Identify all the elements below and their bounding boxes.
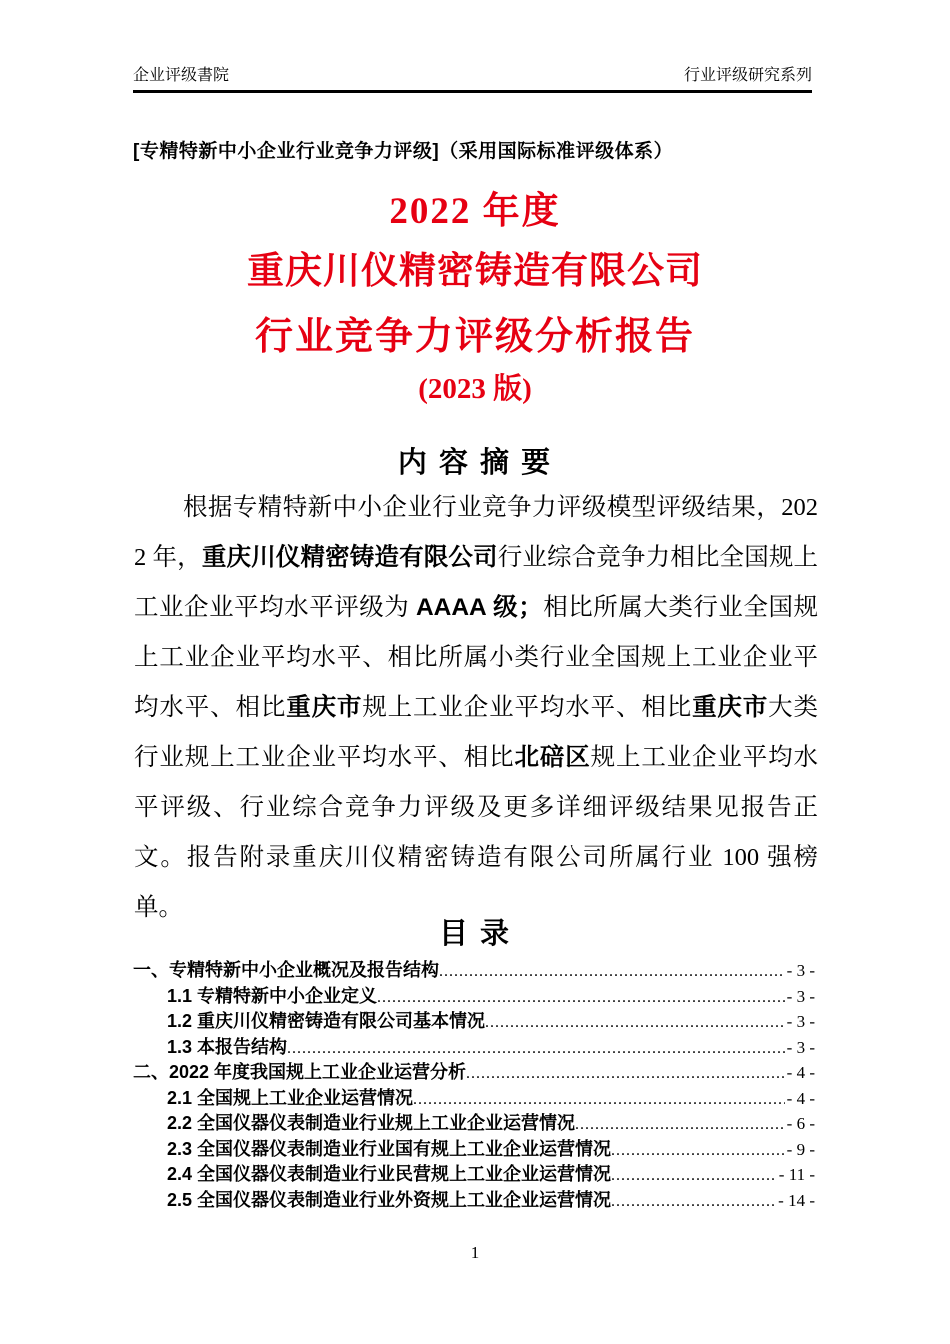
toc-item-page: - 3 -	[786, 1037, 815, 1057]
toc-leader-dots	[611, 1142, 785, 1160]
title-report: 行业竞争力评级分析报告	[254, 316, 695, 358]
toc-item-label: 一、专精特新中小企业概况及报告结构	[133, 960, 439, 980]
toc-item-label: 二、2022 年度我国规上工业企业运营分析	[133, 1062, 467, 1082]
toc-item	[133, 956, 815, 982]
toc-list	[133, 956, 815, 1211]
toc-item-page: - 3 -	[786, 986, 815, 1006]
toc-item-label: 2.4 全国仪器仪表制造业行业民营规上工业企业运营情况	[167, 1164, 612, 1184]
toc-leader-dots	[466, 1065, 785, 1083]
toc-leader-dots	[611, 1167, 777, 1185]
toc-item-page: - 4 -	[786, 1088, 815, 1108]
toc-item-page: - 9 -	[786, 1139, 815, 1159]
toc-item	[133, 1109, 815, 1135]
toc-item-page: - 3 -	[786, 1012, 815, 1031]
summary-run-bold: 北碚区	[514, 744, 591, 771]
toc-leader-dots	[485, 1014, 785, 1032]
toc-item	[133, 982, 815, 1008]
footer-page-number: 1	[470, 1243, 480, 1262]
toc-leader-dots	[575, 1116, 785, 1134]
toc-item	[133, 1084, 815, 1110]
toc-item	[133, 1007, 815, 1033]
toc-item-label: 1.1 专精特新中小企业定义	[167, 985, 378, 1006]
toc-heading: 目 录	[438, 918, 512, 950]
summary-run-bold: 重庆市	[692, 694, 769, 721]
title-year: 2022 年度	[389, 191, 561, 232]
series-line: [专精特新中小企业行业竞争力评级]（采用国际标准评级体系）	[133, 141, 674, 162]
toc-item-label: 2.1 全国规上工业企业运营情况	[167, 1087, 414, 1108]
summary-run-bold: 重庆川仪精密铸造有限公司	[201, 544, 498, 571]
toc-item-page: - 14 -	[778, 1190, 815, 1210]
summary-run: 相比所属大类行业全国规上工业企业平均水平、相比所属小类行业全国规上工业企业平均水平、相比	[134, 594, 819, 721]
toc-item	[133, 1160, 815, 1186]
toc-item-page: - 6 -	[786, 1114, 815, 1133]
page-header	[133, 62, 812, 93]
summary-run: 规上工业企业平均水平评级、行业综合竞争力评级及更多详细评级结果见报告正文。报告附录重庆川仪精密铸造有限公司所属行业 100 强榜单。	[134, 744, 819, 921]
toc-item-page: - 11 -	[778, 1165, 815, 1184]
toc-item	[133, 1058, 815, 1084]
toc-item-label: 2.3 全国仪器仪表制造业行业国有规上工业企业运营情况	[167, 1138, 612, 1159]
toc-item-label: 1.3 本报告结构	[167, 1036, 288, 1057]
toc-item-page: - 3 -	[786, 961, 815, 980]
title-company: 重庆川仪精密铸造有限公司	[247, 251, 703, 292]
header-right-text: 行业评级研究系列	[683, 67, 812, 84]
toc-item-label: 2.2 全国仪器仪表制造业行业规上工业企业运营情况	[167, 1113, 576, 1133]
toc-leader-dots	[439, 963, 785, 981]
summary-heading: 内 容 摘 要	[397, 447, 553, 479]
toc-item-label: 2.5 全国仪器仪表制造业行业外资规上工业企业运营情况	[167, 1189, 612, 1210]
toc-leader-dots	[611, 1193, 776, 1211]
toc-item-page: - 4 -	[786, 1063, 815, 1082]
summary-run: 规上工业企业平均水平、相比	[362, 694, 693, 721]
summary-paragraph	[134, 483, 818, 933]
header-left-text: 企业评级書院	[133, 67, 230, 84]
title-edition: (2023 版)	[418, 373, 532, 405]
toc-item	[133, 1135, 815, 1161]
summary-run-bold: AAAA 级；	[415, 594, 543, 621]
toc-item	[133, 1186, 815, 1212]
summary-run: 大类行业规上工业企业平均水平、相比	[134, 694, 819, 771]
summary-run: 行业综合竞争力相比全国规上工业企业平均水平评级为	[134, 544, 819, 621]
toc-leader-dots	[377, 989, 785, 1007]
toc-leader-dots	[287, 1040, 785, 1058]
toc-leader-dots	[413, 1091, 785, 1109]
toc-item	[133, 1033, 815, 1059]
summary-run: 根据专精特新中小企业行业竞争力评级模型评级结果，2022 年，	[134, 494, 818, 571]
summary-run-bold: 重庆市	[286, 694, 363, 721]
toc-item-label: 1.2 重庆川仪精密铸造有限公司基本情况	[167, 1011, 486, 1031]
